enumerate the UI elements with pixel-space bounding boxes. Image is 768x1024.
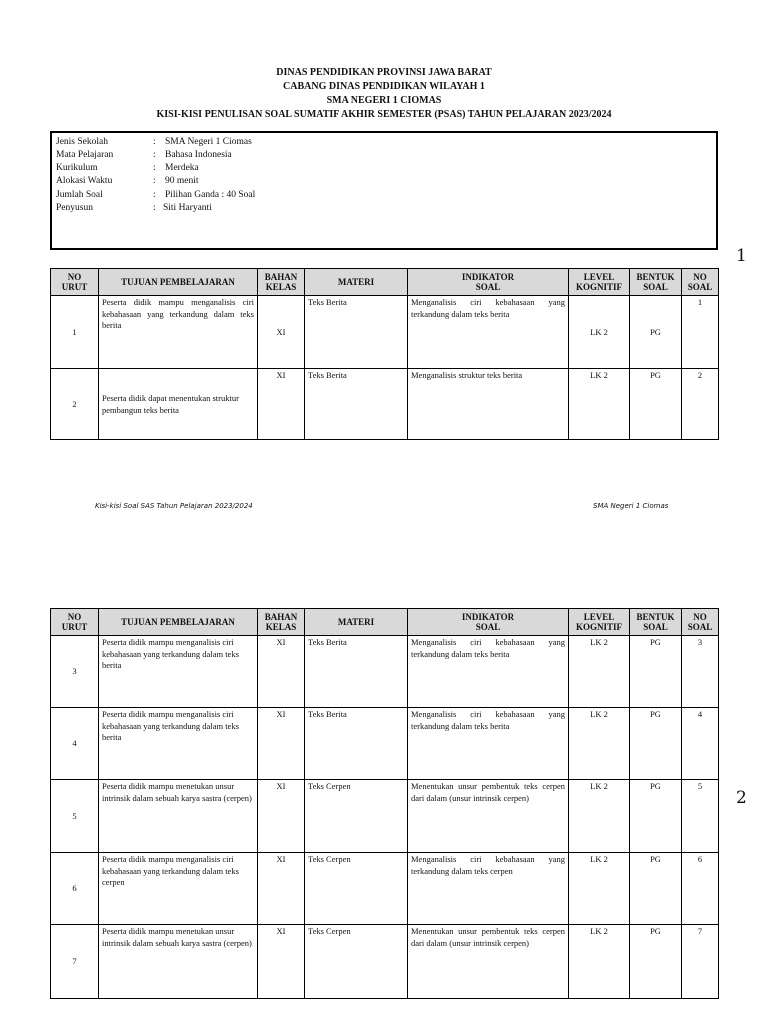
cell-indikator: Menganalisis ciri kebahasaan yang terkandung dalam teks berita [408, 636, 569, 708]
cell-tujuan: Peserta didik mampu menganalisis ciri kebahasaan yang terkandung dalam teks berita [99, 636, 258, 708]
cell-indikator: Menentukan unsur pembentuk teks cerpen dari dalam (unsur intrinsik cerpen) [408, 925, 569, 999]
cell-bentuk: PG [630, 296, 682, 369]
info-value: Bahasa Indonesia [165, 150, 232, 160]
table-row [51, 708, 719, 780]
cell-materi: Teks Cerpen [305, 925, 408, 999]
cell-bentuk: PG [630, 925, 682, 999]
info-row-penyusun [56, 202, 212, 215]
col-header-materi: MATERI [305, 609, 408, 636]
cell-materi: Teks Berita [305, 296, 408, 369]
cell-no-soal: 2 [682, 369, 719, 440]
info-value: Siti Haryanti [163, 203, 212, 213]
cell-materi: Teks Berita [305, 369, 408, 440]
info-separator: : [153, 176, 156, 186]
cell-level: LK 2 [569, 636, 630, 708]
cell-tujuan: Peserta didik mampu menetukan unsur intrinsik dalam sebuah karya sastra (cerpen) [99, 925, 258, 999]
table-row [51, 636, 719, 708]
col-header-bentuk: BENTUK SOAL [630, 609, 682, 636]
info-label: Jenis Sekolah [56, 137, 108, 147]
col-header-level: LEVEL KOGNITIF [569, 609, 630, 636]
cell-no-soal: 6 [682, 853, 719, 925]
info-separator: : [153, 137, 156, 147]
cell-tujuan: Peserta didik mampu menetukan unsur intrinsik dalam sebuah karya sastra (cerpen) [99, 780, 258, 853]
col-header-bentuk: BENTUK SOAL [630, 269, 682, 296]
col-header-materi: MATERI [305, 269, 408, 296]
kisi-kisi-table-page-2 [50, 608, 719, 999]
col-header-tujuan: TUJUAN PEMBELAJARAN [99, 269, 258, 296]
cell-bentuk: PG [630, 780, 682, 853]
cell-tujuan: Peserta didik mampu menganalisis ciri kebahasaan yang terkandung dalam teks berita [99, 708, 258, 780]
table-row [51, 780, 719, 853]
info-separator: : [153, 203, 156, 213]
cell-no-urut: 7 [51, 925, 99, 999]
cell-no-soal: 7 [682, 925, 719, 999]
cell-kelas: XI [258, 369, 305, 440]
cell-kelas: XI [258, 853, 305, 925]
document-header [0, 66, 768, 122]
col-header-tujuan: TUJUAN PEMBELAJARAN [99, 609, 258, 636]
header-school: SMA NEGERI 1 CIOMAS [326, 95, 442, 106]
info-separator: : [153, 150, 156, 160]
cell-kelas: XI [258, 780, 305, 853]
cell-no-soal: 5 [682, 780, 719, 853]
table-row [51, 296, 719, 369]
table-header-row [51, 609, 719, 636]
info-value: SMA Negeri 1 Ciomas [165, 137, 252, 147]
col-header-indikator: INDIKATOR SOAL [408, 609, 569, 636]
cell-tujuan: Peserta didik mampu menganalisis ciri kebahasaan yang terkandung dalam teks berita [99, 296, 258, 369]
info-row-jenis-sekolah [56, 136, 252, 149]
info-value: 90 menit [165, 176, 199, 186]
page-number: 2 [736, 788, 747, 808]
col-header-indikator: INDIKATOR SOAL [408, 269, 569, 296]
cell-level: LK 2 [569, 925, 630, 999]
cell-bentuk: PG [630, 708, 682, 780]
info-separator: : [153, 163, 156, 173]
cell-kelas: XI [258, 925, 305, 999]
cell-no-urut: 2 [51, 369, 99, 440]
cell-no-soal: 1 [682, 296, 719, 369]
cell-materi: Teks Cerpen [305, 853, 408, 925]
info-row-kurikulum [56, 162, 199, 175]
cell-materi: Teks Berita [305, 636, 408, 708]
col-header-bahan-kelas: BAHAN KELAS [258, 269, 305, 296]
cell-no-urut: 6 [51, 853, 99, 925]
cell-indikator: Menganalisis ciri kebahasaan yang terkandung dalam teks cerpen [408, 853, 569, 925]
col-header-no-soal: NO SOAL [682, 269, 719, 296]
cell-no-urut: 1 [51, 296, 99, 369]
cell-level: LK 2 [569, 369, 630, 440]
info-label: Alokasi Waktu [56, 176, 113, 186]
cell-level: LK 2 [569, 708, 630, 780]
cell-indikator: Menganalisis ciri kebahasaan yang terkandung dalam teks berita [408, 296, 569, 369]
cell-level: LK 2 [569, 780, 630, 853]
footer-document-name: Kisi-kisi Soal SAS Tahun Pelajaran 2023/2024 [95, 502, 253, 510]
cell-level: LK 2 [569, 853, 630, 925]
col-header-no-urut: NO URUT [51, 609, 99, 636]
info-row-mata-pelajaran [56, 149, 232, 162]
info-label: Jumlah Soal [56, 190, 103, 200]
info-value: Pilihan Ganda : 40 Soal [165, 190, 256, 200]
col-header-no-soal: NO SOAL [682, 609, 719, 636]
footer-school-name: SMA Negeri 1 Ciomas [593, 502, 669, 510]
col-header-bahan-kelas: BAHAN KELAS [258, 609, 305, 636]
cell-bentuk: PG [630, 636, 682, 708]
cell-no-soal: 4 [682, 708, 719, 780]
table-header-row [51, 269, 719, 296]
cell-bentuk: PG [630, 853, 682, 925]
page-number: 1 [736, 246, 747, 266]
header-branch: CABANG DINAS PENDIDIKAN WILAYAH 1 [283, 81, 485, 92]
table-row [51, 853, 719, 925]
info-row-alokasi-waktu [56, 175, 199, 188]
cell-no-soal: 3 [682, 636, 719, 708]
col-header-level: LEVEL KOGNITIF [569, 269, 630, 296]
cell-materi: Teks Berita [305, 708, 408, 780]
cell-no-urut: 3 [51, 636, 99, 708]
cell-indikator: Menganalisis ciri kebahasaan yang terkandung dalam teks berita [408, 708, 569, 780]
header-agency: DINAS PENDIDIKAN PROVINSI JAWA BARAT [276, 67, 492, 78]
cell-no-urut: 4 [51, 708, 99, 780]
cell-no-urut: 5 [51, 780, 99, 853]
cell-kelas: XI [258, 708, 305, 780]
table-row [51, 925, 719, 999]
info-label: Mata Pelajaran [56, 150, 114, 160]
cell-level: LK 2 [569, 296, 630, 369]
table-row [51, 369, 719, 440]
cell-indikator: Menganalisis struktur teks berita [408, 369, 569, 440]
school-info-box [50, 131, 718, 250]
info-label: Kurikulum [56, 163, 98, 173]
info-separator: : [153, 190, 156, 200]
cell-tujuan: Peserta didik dapat menentukan struktur pembangun teks berita [99, 369, 258, 440]
cell-indikator: Menentukan unsur pembentuk teks cerpen dari dalam (unsur intrinsik cerpen) [408, 780, 569, 853]
kisi-kisi-table-page-1 [50, 268, 719, 440]
info-value: Merdeka [165, 163, 199, 173]
info-row-jumlah-soal [56, 189, 255, 202]
cell-kelas: XI [258, 296, 305, 369]
document-title: KISI-KISI PENULISAN SOAL SUMATIF AKHIR SEMESTER (PSAS) TAHUN PELAJARAN 2023/2024 [156, 109, 612, 120]
col-header-no-urut: NO URUT [51, 269, 99, 296]
cell-tujuan: Peserta didik mampu menganalisis ciri kebahasaan yang terkandung dalam teks cerpen [99, 853, 258, 925]
cell-kelas: XI [258, 636, 305, 708]
cell-bentuk: PG [630, 369, 682, 440]
cell-materi: Teks Cerpen [305, 780, 408, 853]
info-label: Penyusun [56, 203, 93, 213]
